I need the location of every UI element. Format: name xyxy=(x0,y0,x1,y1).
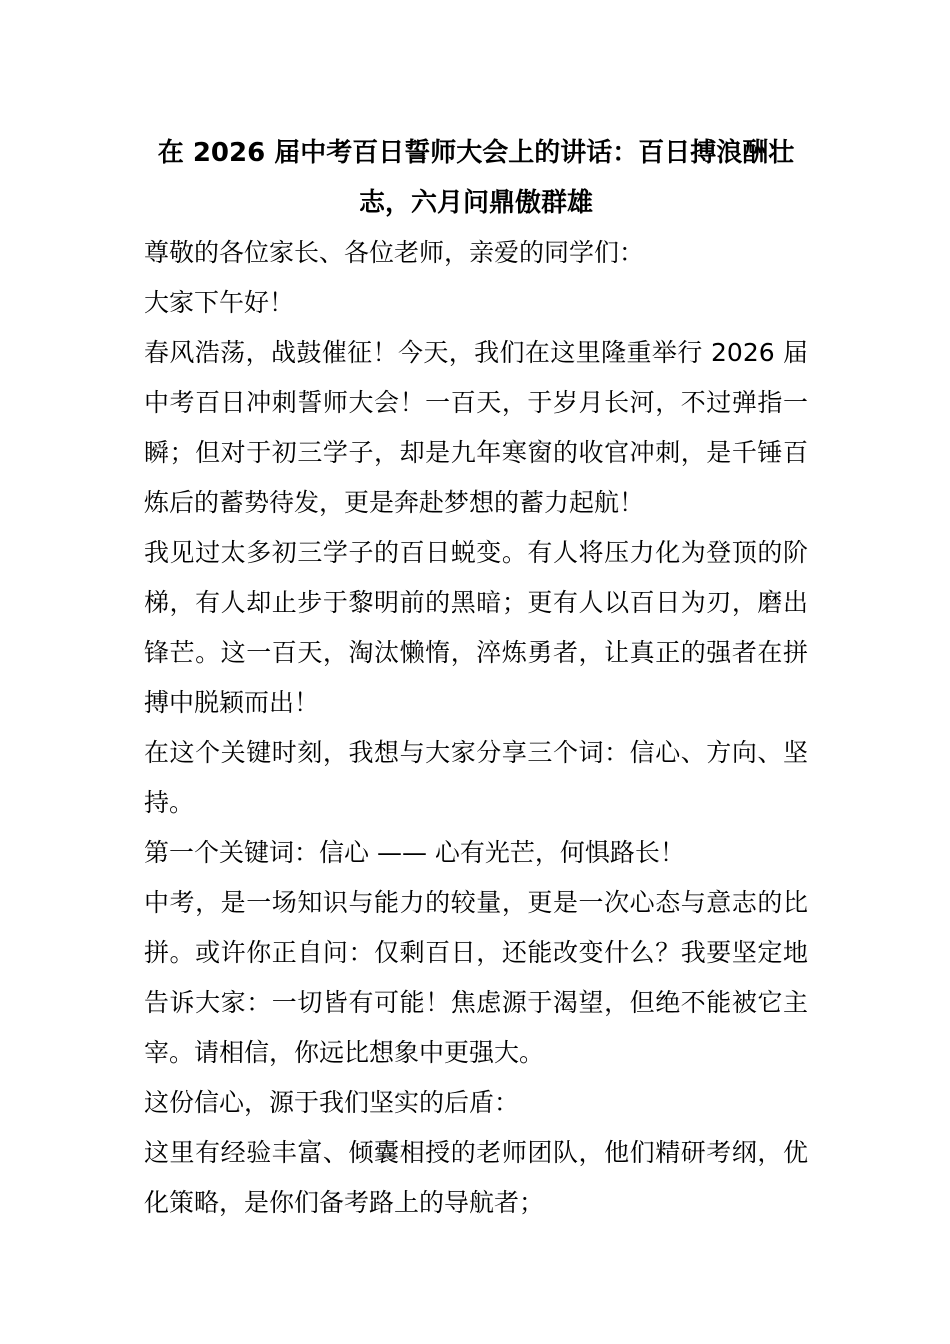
paragraph-exam-contest: 中考，是一场知识与能力的较量，更是一次心态与意志的比拼。或许你正自问：仅剩百日，还能改变什么？我要坚定地告诉大家：一切皆有可能！焦虑源于渴望，但绝不能被它主宰。请相信，你远比想象中更强大。 xyxy=(144,888,808,1067)
document-page xyxy=(144,128,808,1228)
document-title: 在 2026 届中考百日誓师大会上的讲话：百日搏浪酬壮志，六月问鼎傲群雄 xyxy=(157,138,795,218)
paragraph-hello: 大家下午好！ xyxy=(144,288,295,317)
paragraph-greeting: 尊敬的各位家长、各位老师，亲爱的同学们： xyxy=(144,238,645,267)
paragraph-opening: 春风浩荡，战鼓催征！今天，我们在这里隆重举行 2026 届中考百日冲刺誓师大会！一百天，于岁月长河，不过弹指一瞬；但对于初三学子，却是九年寒窗的收官冲刺，是千锤百炼后的蓄势待发，更是奔赴梦想的蓄力起航！ xyxy=(144,338,808,517)
paragraph-three-words: 在这个关键时刻，我想与大家分享三个词：信心、方向、坚持。 xyxy=(144,738,808,817)
paragraph-keyword-confidence: 第一个关键词：信心 —— 心有光芒，何惧路长！ xyxy=(144,838,685,867)
paragraph-support-intro: 这份信心，源于我们坚实的后盾： xyxy=(144,1088,520,1117)
paragraph-transformation: 我见过太多初三学子的百日蜕变。有人将压力化为登顶的阶梯，有人却止步于黎明前的黑暗；更有人以百日为刃，磨出锋芒。这一百天，淘汰懒惰，淬炼勇者，让真正的强者在拼搏中脱颖而出！ xyxy=(144,538,808,717)
paragraph-teachers: 这里有经验丰富、倾囊相授的老师团队，他们精研考纲，优化策略，是你们备考路上的导航者； xyxy=(144,1138,808,1217)
